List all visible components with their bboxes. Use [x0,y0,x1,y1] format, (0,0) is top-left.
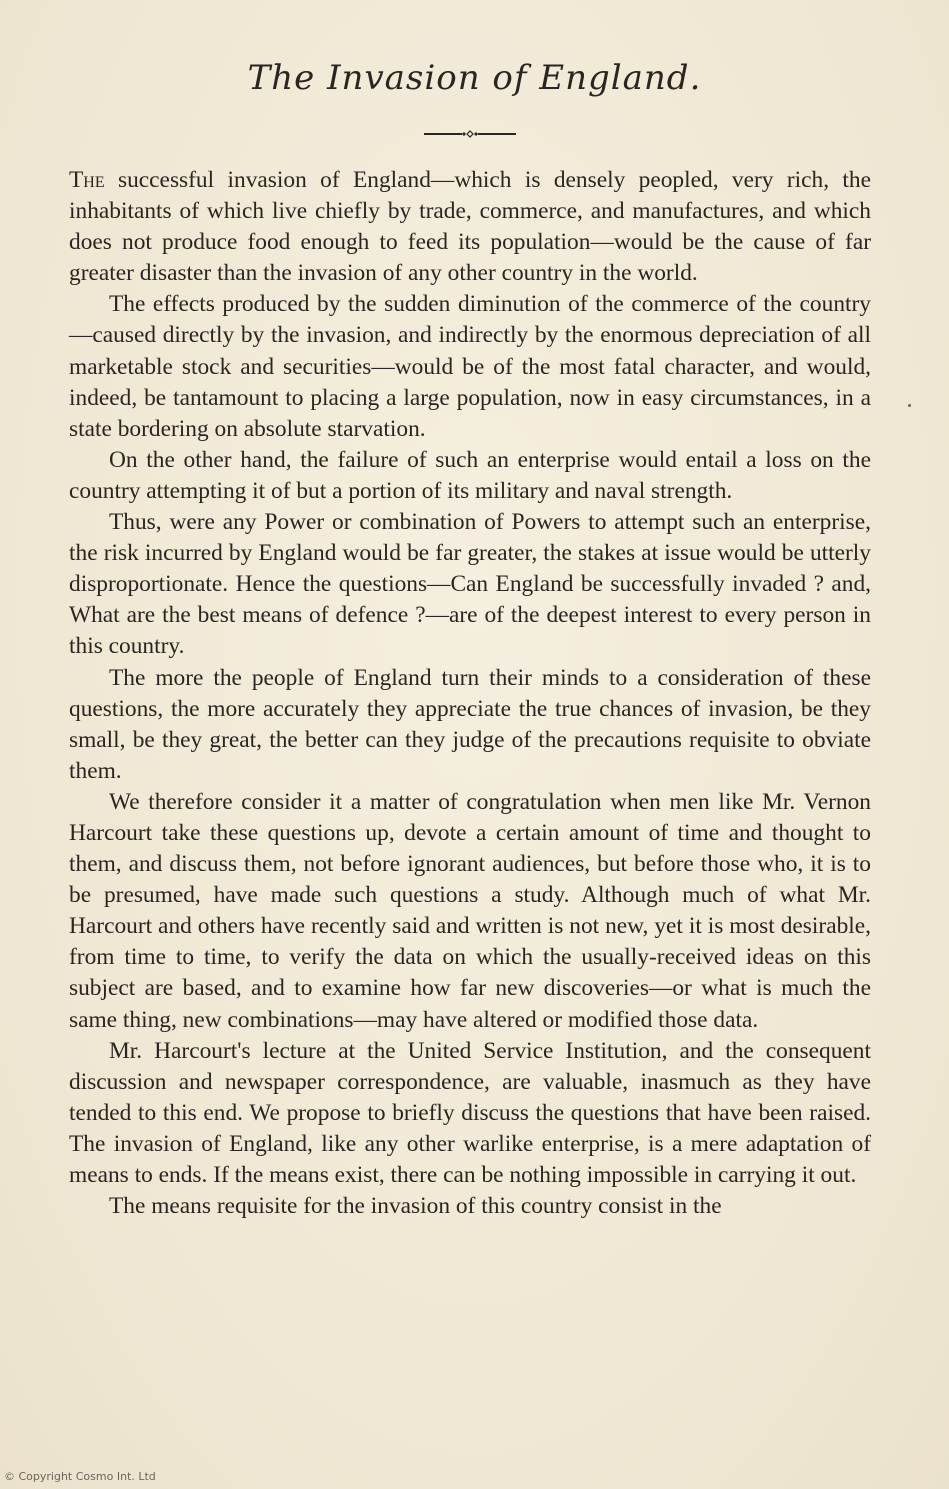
paragraph-lead-word: The [69,167,105,193]
paper-speck [908,404,911,407]
paragraph-4: Thus, were any Power or combination of Powers to attempt such an enterprise, the risk incurred by England would be far greater, the stakes at issue would be utterly disproportionate. Hence the questions—Can England be successfully invaded ? and, What are the best means of defence ?—are of the deepest interest to every person in this country. [69,509,871,660]
paragraph-8: The means requisite for the invasion of this country consist in the [109,1193,722,1220]
paragraph-text: successful invasion of England—which is densely peopled, very rich, the inhabitants of which live chiefly by trade, commerce, and manufactures, and which does not produce food enough to feed its population—would be the cause of far greater disaster than the invasion of any other country in the world. [69,167,871,287]
paragraph-2: The effects produced by the sudden diminution of the commerce of the country—caused directly by the invasion, and indirectly by the enormous depreciation of all marketable stock and securities—would be of the most fatal character, and would, indeed, be tantamount to placing a large population, now in easy circumstances, in a state bordering on absolute starvation. [69,291,871,442]
paragraph-5: The more the people of England turn their minds to a consideration of these questions, the more accurately they appreciate the true chances of invasion, be they small, be they great, the better can they judge of the precautions requisite to obviate them. [69,664,871,784]
paragraph-6: We therefore consider it a matter of congratulation when men like Mr. Vernon Harcourt take these questions up, devote a certain amount of time and thought to them, and discuss them, not before ignorant audiences, but before those who, it is to be presumed, have made such questions a study. Although much of what Mr. Harcourt and others have recently said and written is not new, yet it is most desirable, from time to time, to verify the data on which the usually-received ideas on this subject are based, and to examine how far new discoveries—or what is much the same thing, new combinations—may have altered or modified those data. [69,788,871,1033]
copyright-watermark: © Copyright Cosmo Int. Ltd [4,1470,156,1483]
paragraph-7: Mr. Harcourt's lecture at the United Service Institution, and the consequent discussion and newspaper correspondence, are valuable, inasmuch as they have tended to this end. We propose to briefly discuss the questions that have been raised. The invasion of England, like any other warlike enterprise, is a mere adaptation of means to ends. If the means exist, there can be nothing impossible in carrying it out. [69,1037,871,1188]
page-title: The Invasion of England. [247,58,702,98]
title-ornament-divider [424,128,516,140]
paragraph-3: On the other hand, the failure of such an enterprise would entail a loss on the country attempting it of but a portion of its military and naval strength. [69,446,871,504]
article-body [69,165,871,1222]
paragraph-1 [69,165,871,289]
